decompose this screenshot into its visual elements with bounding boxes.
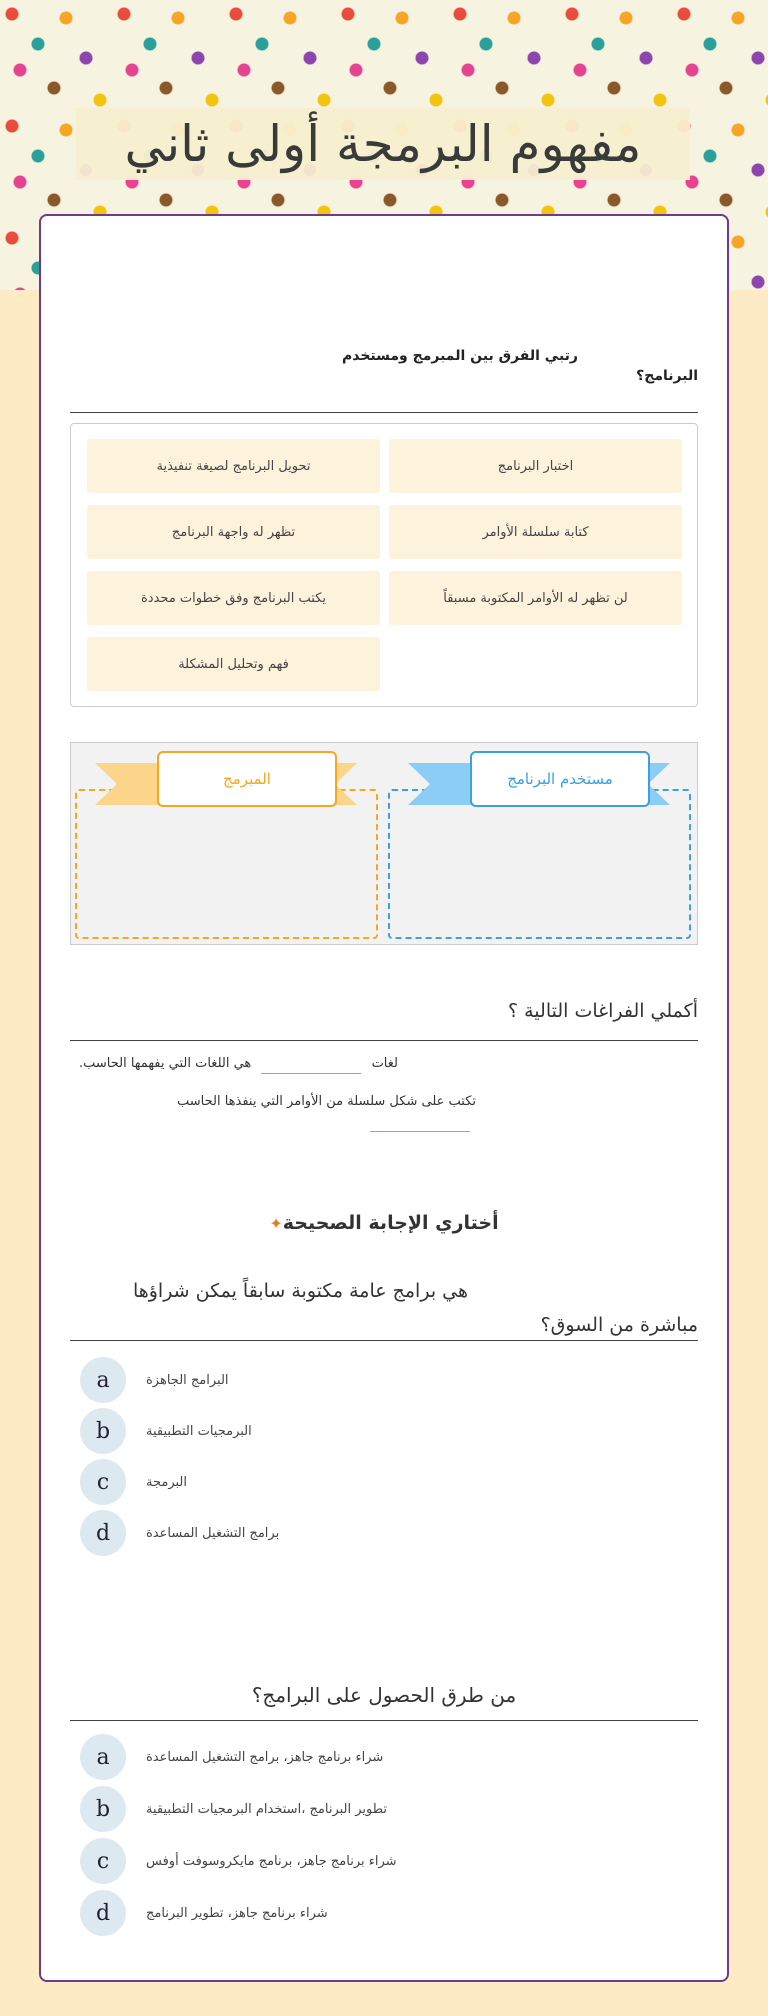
drag-chip[interactable]: فهم وتحليل المشكلة bbox=[87, 637, 380, 691]
q3-question-l2: مباشرة من السوق؟ bbox=[540, 1314, 698, 1336]
option-b[interactable] bbox=[80, 1407, 252, 1455]
option-text: تطوير البرنامج ،استخدام البرمجيات التطبيقية bbox=[146, 1801, 388, 1817]
drag-chip[interactable]: تحويل البرنامج لصيغة تنفيذية bbox=[87, 439, 380, 493]
option-letter: b bbox=[80, 1408, 126, 1454]
q3-title bbox=[70, 1212, 698, 1234]
category-label-user: مستخدم البرنامج bbox=[470, 751, 650, 807]
drag-chip[interactable]: اختبار البرنامج bbox=[389, 439, 682, 493]
option-a[interactable] bbox=[80, 1733, 383, 1781]
divider bbox=[70, 1720, 698, 1721]
option-letter: a bbox=[80, 1357, 126, 1403]
category-label-programmer: المبرمج bbox=[157, 751, 337, 807]
q3-question-l1: هي برامج عامة مكتوبة سابقاً يمكن شراؤها bbox=[132, 1280, 468, 1302]
option-d[interactable] bbox=[80, 1509, 279, 1557]
option-letter: d bbox=[80, 1890, 126, 1936]
option-text: البرامج الجاهزة bbox=[146, 1372, 229, 1388]
page-title: مفهوم البرمجة أولى ثاني bbox=[124, 115, 642, 173]
ribbon-programmer bbox=[95, 751, 357, 811]
option-letter: c bbox=[80, 1459, 126, 1505]
fill-sentence-1 bbox=[70, 1054, 698, 1074]
blank-input[interactable] bbox=[370, 1116, 470, 1132]
ribbon-user bbox=[408, 751, 670, 811]
option-letter: c bbox=[80, 1838, 126, 1884]
fill-sentence-2 bbox=[70, 1092, 698, 1132]
q2-title: أكملي الفراغات التالية ؟ bbox=[508, 1000, 698, 1022]
option-letter: a bbox=[80, 1734, 126, 1780]
fill-text: تكتب على شكل سلسلة من الأوامر التي ينفذها الحاسب bbox=[176, 1094, 476, 1109]
word-bank bbox=[70, 423, 698, 707]
option-text: شراء برنامج جاهز، برامج التشغيل المساعدة bbox=[146, 1749, 384, 1765]
q1-line2: البرنامج؟ bbox=[636, 368, 698, 384]
q3-question bbox=[70, 1274, 698, 1342]
option-a[interactable] bbox=[80, 1356, 229, 1404]
q3-title-text: أختاري الإجابة الصحيحة bbox=[282, 1212, 499, 1234]
q1-line1: رتبي الفرق بين المبرمج ومستخدم bbox=[341, 348, 578, 364]
option-text: البرمجة bbox=[146, 1474, 187, 1490]
option-letter: d bbox=[80, 1510, 126, 1556]
option-text: شراء برنامج جاهز، برنامج مايكروسوفت أوفس bbox=[146, 1853, 397, 1869]
q4-question: من طرق الحصول على البرامج؟ bbox=[251, 1683, 517, 1707]
title-banner bbox=[76, 108, 690, 180]
q1-prompt bbox=[70, 346, 698, 386]
drag-chip[interactable]: لن تظهر له الأوامر المكتوبة مسبقاً bbox=[389, 571, 682, 625]
sparkle-icon: ✦ bbox=[269, 1214, 283, 1233]
divider bbox=[70, 1040, 698, 1041]
divider bbox=[70, 1340, 698, 1341]
option-d[interactable] bbox=[80, 1889, 328, 1937]
sort-area bbox=[70, 742, 698, 945]
option-text: شراء برنامج جاهز، تطوير البرنامج bbox=[146, 1905, 328, 1921]
divider bbox=[70, 412, 698, 413]
blank-input[interactable] bbox=[261, 1058, 361, 1074]
option-c[interactable] bbox=[80, 1837, 397, 1885]
drag-chip[interactable]: يكتب البرنامج وفق خطوات محددة bbox=[87, 571, 380, 625]
option-c[interactable] bbox=[80, 1458, 187, 1506]
drag-chip[interactable]: تظهر له واجهة البرنامج bbox=[87, 505, 380, 559]
option-letter: b bbox=[80, 1786, 126, 1832]
option-b[interactable] bbox=[80, 1785, 387, 1833]
fill-text: لغات bbox=[371, 1056, 398, 1071]
drop-zone-user[interactable] bbox=[388, 789, 691, 939]
option-text: البرمجيات التطبيقية bbox=[146, 1423, 252, 1439]
option-text: برامج التشغيل المساعدة bbox=[146, 1525, 280, 1541]
fill-text: هي اللغات التي يفهمها الحاسب. bbox=[79, 1056, 252, 1071]
drop-zone-programmer[interactable] bbox=[75, 789, 378, 939]
drag-chip[interactable]: كتابة سلسلة الأوامر bbox=[389, 505, 682, 559]
